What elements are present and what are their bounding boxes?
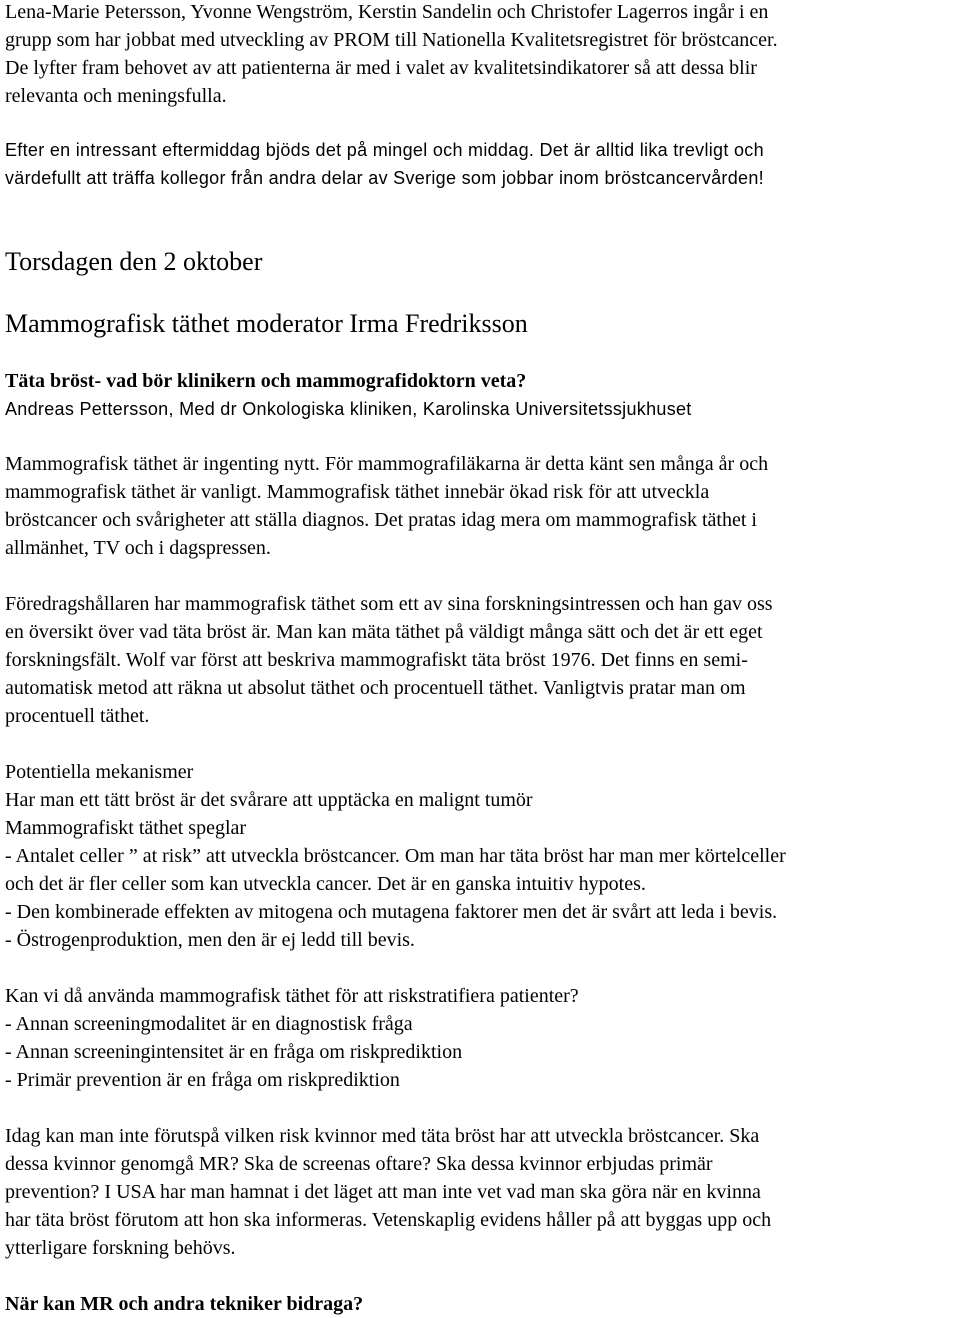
next-talk-title: När kan MR och andra tekniker bidraga? — [5, 1293, 364, 1315]
day-heading: Torsdagen den 2 oktober — [5, 247, 263, 276]
para2-line-5: procentuell täthet. — [5, 705, 150, 727]
para5-line-2: dessa kvinnor genomgå MR? Ska de screenas oftare? Ska dessa kvinnor erbjudas primär — [5, 1153, 713, 1175]
para3-line-6: - Den kombinerade effekten av mitogena och mutagena faktorer men det är svårt att leda i bevis. — [5, 901, 778, 923]
para3-line-5: och det är fler celler som kan utveckla cancer. Det är en ganska intuitiv hypotes. — [5, 873, 646, 895]
para3-line-3: Mammografiskt täthet speglar — [5, 817, 247, 839]
afternoon-line-1: Efter en intressant eftermiddag bjöds det på mingel och middag. Det är alltid lika trevligt och — [5, 140, 764, 160]
para4-line-3: - Annan screeningintensitet är en fråga om riskprediktion — [5, 1041, 463, 1063]
afternoon-line-2: värdefullt att träffa kollegor från andra delar av Sverige som jobbar inom bröstcancervården! — [5, 168, 764, 188]
para1-line-3: bröstcancer och svårigheter att ställa diagnos. Det pratas idag mera om mammografisk täthet i — [5, 509, 757, 531]
para1-line-4: allmänhet, TV och i dagspressen. — [5, 537, 271, 559]
para2-line-4: automatisk metod att räkna ut absolut täthet och procentuell täthet. Vanligtvis pratar man om — [5, 677, 746, 699]
para2-line-2: en översikt över vad täta bröst är. Man kan mäta täthet på väldigt många sätt och det är ett eget — [5, 621, 763, 643]
para2-line-3: forskningsfält. Wolf var först att beskriva mammografiskt täta bröst 1976. Det finns en semi- — [5, 649, 748, 671]
para5-line-5: ytterligare forskning behövs. — [5, 1237, 236, 1259]
intro-line-2: grupp som har jobbat med utveckling av PROM till Nationella Kvalitetsregistret för bröstcancer. — [5, 29, 778, 51]
para3-line-2: Har man ett tätt bröst är det svårare att upptäcka en malignt tumör — [5, 789, 533, 811]
intro-line-1: Lena-Marie Petersson, Yvonne Wengström, Kerstin Sandelin och Christofer Lagerros ingår i en — [5, 1, 769, 23]
para5-line-1: Idag kan man inte förutspå vilken risk kvinnor med täta bröst har att utveckla bröstcancer. Ska — [5, 1125, 760, 1147]
talk-speaker: Andreas Pettersson, Med dr Onkologiska kliniken, Karolinska Universitetssjukhuset — [5, 399, 692, 419]
para5-line-4: har täta bröst förutom att hon ska informeras. Vetenskaplig evidens håller på att byggas upp och — [5, 1209, 772, 1231]
session-heading: Mammografisk täthet moderator Irma Fredriksson — [5, 309, 528, 338]
para2-line-1: Föredragshållaren har mammografisk täthet som ett av sina forskningsintressen och han gav oss — [5, 593, 773, 615]
para4-line-2: - Annan screeningmodalitet är en diagnostisk fråga — [5, 1013, 413, 1035]
para3-line-7: - Östrogenproduktion, men den är ej ledd till bevis. — [5, 929, 415, 951]
intro-line-3: De lyfter fram behovet av att patienterna är med i valet av kvalitetsindikatorer så att dessa blir — [5, 57, 757, 79]
para3-line-4: - Antalet celler ” at risk” att utveckla bröstcancer. Om man har täta bröst har man mer körtelceller — [5, 845, 786, 867]
para1-line-1: Mammografisk täthet är ingenting nytt. För mammografiläkarna är detta känt sen många år och — [5, 453, 769, 475]
para1-line-2: mammografisk täthet är vanligt. Mammografisk täthet innebär ökad risk för att utveckla — [5, 481, 710, 503]
intro-line-4: relevanta och meningsfulla. — [5, 85, 227, 107]
talk-title: Täta bröst- vad bör klinikern och mammografidoktorn veta? — [5, 370, 527, 392]
para4-line-4: - Primär prevention är en fråga om riskprediktion — [5, 1069, 400, 1091]
para3-line-1: Potentiella mekanismer — [5, 761, 194, 783]
para4-line-1: Kan vi då använda mammografisk täthet för att riskstratifiera patienter? — [5, 985, 579, 1007]
para5-line-3: prevention? I USA har man hamnat i det läget att man inte vet vad man ska göra när en kvinna — [5, 1181, 761, 1203]
